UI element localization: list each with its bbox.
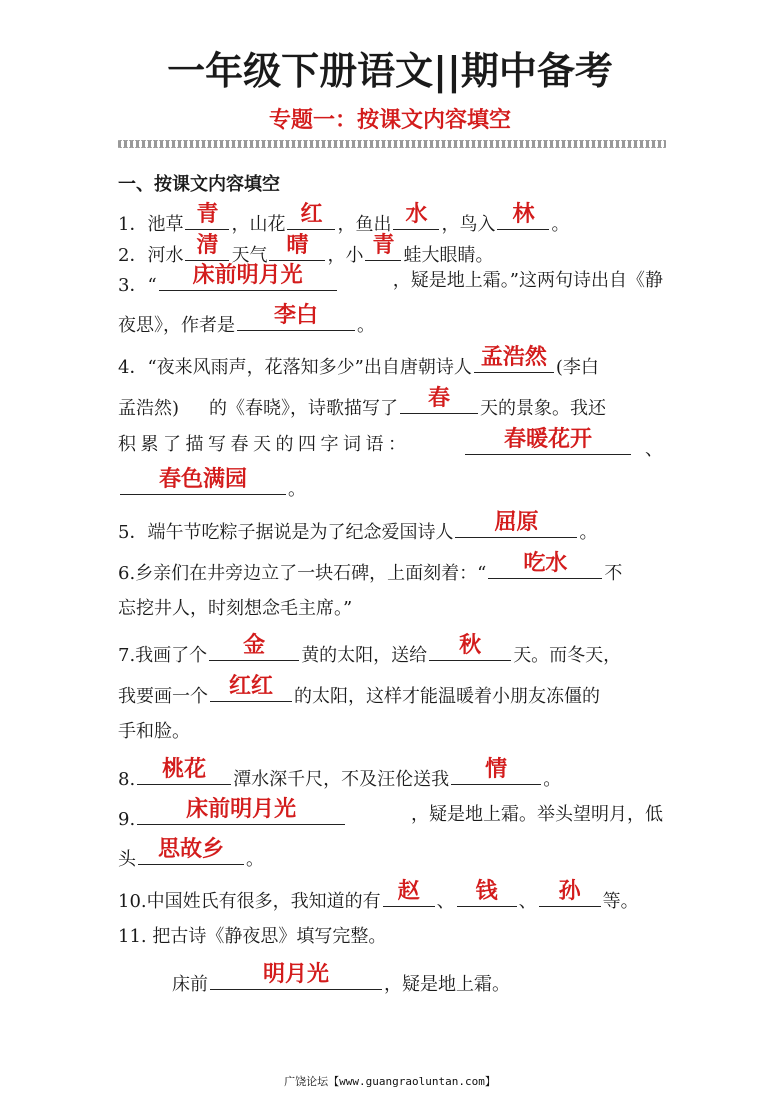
q7-text: 黄的太阳，送给	[301, 645, 428, 666]
q9-answer-2: 思故乡	[157, 837, 224, 862]
q3-text: 。	[357, 315, 375, 336]
q6-text: 不	[604, 563, 623, 584]
q7-text: 的太阳，这样才能温暖着小朋友冻僵的	[294, 686, 600, 707]
q4-answer-3: 春暖花开	[503, 427, 592, 452]
question-7-line-1	[118, 633, 622, 667]
q5-answer-1: 屈原	[494, 510, 539, 535]
q1-blank-1[interactable]	[185, 202, 229, 230]
q9-text: 头	[118, 849, 136, 870]
q7-blank-2[interactable]	[429, 633, 511, 661]
q6-blank-1[interactable]	[488, 551, 602, 579]
q6-text: 忘挖井人，时刻想念毛主席。”	[118, 598, 353, 619]
question-4-line-2	[118, 386, 607, 420]
q6-answer-1: 吃水	[523, 551, 568, 576]
q10-blank-1[interactable]	[383, 879, 435, 907]
q9-text: 。	[246, 849, 264, 870]
question-10	[118, 879, 639, 913]
q7-blank-3[interactable]	[210, 674, 292, 702]
q10-answer-3: 孙	[558, 879, 581, 904]
q1-text: ，鱼出	[337, 214, 392, 235]
q7-text: 天。而冬天，	[513, 645, 622, 666]
q7-answer-1: 金	[243, 633, 266, 658]
q1-blank-4[interactable]	[497, 202, 549, 230]
q11-text: 床前	[172, 974, 208, 995]
q10-answer-1: 赵	[397, 879, 420, 904]
page-title: 一年级下册语文||期中备考	[167, 49, 613, 93]
q4-text: (李白	[555, 357, 599, 378]
q8-text: 8.	[118, 769, 136, 790]
q5-blank-1[interactable]	[455, 510, 577, 538]
question-4-line-4	[118, 467, 306, 501]
q4-answer-2: 春	[428, 386, 451, 411]
q4-answer-4: 春色满园	[158, 467, 247, 492]
question-7-line-2	[118, 674, 600, 708]
q2-text: 天气	[231, 245, 268, 266]
q4-text: 积累了描写春天的四字词语：	[118, 434, 411, 455]
q8-text: 。	[543, 769, 562, 790]
q4-blank-1[interactable]	[474, 345, 554, 373]
q7-text: 7.我画了个	[118, 645, 208, 666]
q3-answer-2: 李白	[273, 303, 318, 328]
q2-blank-3[interactable]	[365, 233, 401, 261]
question-6-line-2	[118, 594, 352, 620]
question-3-line-1	[118, 263, 663, 297]
question-4-line-1	[118, 345, 599, 379]
q1-blank-3[interactable]	[393, 202, 439, 230]
q9-answer-1: 床前明月光	[186, 797, 297, 822]
q5-text: 。	[579, 522, 598, 543]
q4-blank-3[interactable]	[465, 427, 631, 455]
q11-answer-1: 明月光	[262, 962, 329, 987]
q10-text: 10.中国姓氏有很多，我知道的有	[118, 891, 381, 912]
q1-answer-4: 林	[512, 202, 535, 227]
q6-text: 6.乡亲们在井旁边立了一块石碑，上面刻着：“	[118, 563, 487, 584]
q1-text: 1．池草	[118, 214, 184, 235]
q4-text: 的《春晓》，诗歌描写了	[209, 398, 399, 419]
q9-blank-2[interactable]	[138, 837, 244, 865]
question-9-line-1	[118, 797, 663, 830]
q8-blank-1[interactable]	[137, 757, 231, 785]
q1-answer-2: 红	[300, 202, 323, 227]
q1-text: ，鸟入	[441, 214, 496, 235]
q2-answer-1: 清	[196, 233, 219, 258]
q1-blank-2[interactable]	[287, 202, 335, 230]
q8-answer-1: 桃花	[162, 757, 207, 782]
q3-blank-2[interactable]	[237, 303, 355, 331]
q11-blank-1[interactable]	[210, 962, 382, 990]
question-8	[118, 757, 562, 791]
q5-text: 5．端午节吃粽子据说是为了纪念爱国诗人	[118, 522, 454, 543]
q1-text: 。	[551, 214, 570, 235]
question-3-line-2	[118, 303, 375, 337]
q10-answer-2: 钱	[475, 879, 498, 904]
question-7-line-3	[118, 717, 190, 743]
q4-text: 4．“夜来风雨声，花落知多少”出自唐朝诗人	[118, 357, 472, 378]
q3-blank-1[interactable]	[159, 263, 337, 291]
question-11-poem	[172, 962, 510, 996]
q7-text: 手和脸。	[118, 721, 190, 742]
q10-text: 、	[436, 891, 455, 912]
q2-answer-3: 青	[372, 233, 395, 258]
q3-text: ，疑是地上霜。”这两句诗出自《静	[392, 270, 663, 291]
q7-answer-2: 秋	[459, 633, 482, 658]
q8-blank-2[interactable]	[451, 757, 541, 785]
q1-answer-1: 青	[196, 202, 219, 227]
q2-blank-1[interactable]	[185, 233, 229, 261]
question-5	[118, 510, 598, 544]
q4-blank-2[interactable]	[400, 386, 478, 414]
q10-text: 、	[518, 891, 537, 912]
question-4-line-3	[118, 427, 663, 461]
q2-text: 蛙大眼睛。	[403, 245, 494, 266]
footer-site: 广饶论坛【www.guangraoluntan.com】	[284, 1075, 496, 1088]
question-1	[118, 202, 570, 236]
q2-text: 2．河水	[118, 245, 184, 266]
q9-text: ，疑是地上霜。举头望明月，低	[411, 804, 663, 825]
q8-text: 潭水深千尺，不及汪伦送我	[233, 769, 450, 790]
q2-text: ，小	[327, 245, 364, 266]
q8-answer-2: 情	[485, 757, 508, 782]
question-11	[118, 922, 386, 948]
q2-blank-2[interactable]	[269, 233, 325, 261]
q11-text: ，疑是地上霜。	[384, 974, 510, 995]
q3-text: 夜思》，作者是	[118, 315, 235, 336]
q4-text: 天的景象。我还	[480, 398, 607, 419]
q4-blank-4[interactable]	[120, 467, 286, 495]
q1-text: ，山花	[231, 214, 286, 235]
section-heading: 一、按课文内容填空	[118, 174, 280, 195]
q10-blank-3[interactable]	[539, 879, 601, 907]
q9-blank-1[interactable]	[137, 797, 345, 825]
q11-text: 11. 把古诗《静夜思》填写完整。	[118, 926, 387, 947]
question-6-line-1	[118, 551, 623, 585]
q4-answer-1: 孟浩然	[480, 345, 547, 370]
q9-text: 9.	[118, 809, 136, 830]
page-subtitle: 专题一：按课文内容填空	[268, 108, 511, 133]
q10-blank-2[interactable]	[457, 879, 517, 907]
q7-blank-1[interactable]	[209, 633, 299, 661]
q3-text: 3．“	[118, 275, 157, 296]
dotted-divider	[118, 140, 666, 148]
q7-text: 我要画一个	[118, 686, 208, 707]
q4-text: 。	[288, 479, 306, 500]
q7-answer-3: 红红	[228, 674, 273, 699]
q4-text: 孟浩然)	[118, 398, 180, 419]
q1-answer-3: 水	[405, 202, 428, 227]
q10-text: 等。	[602, 891, 639, 912]
q3-answer-1: 床前明月光	[192, 263, 303, 288]
question-9-line-2	[118, 837, 264, 871]
q4-text: 、	[645, 439, 663, 460]
q2-answer-2: 晴	[286, 233, 309, 258]
